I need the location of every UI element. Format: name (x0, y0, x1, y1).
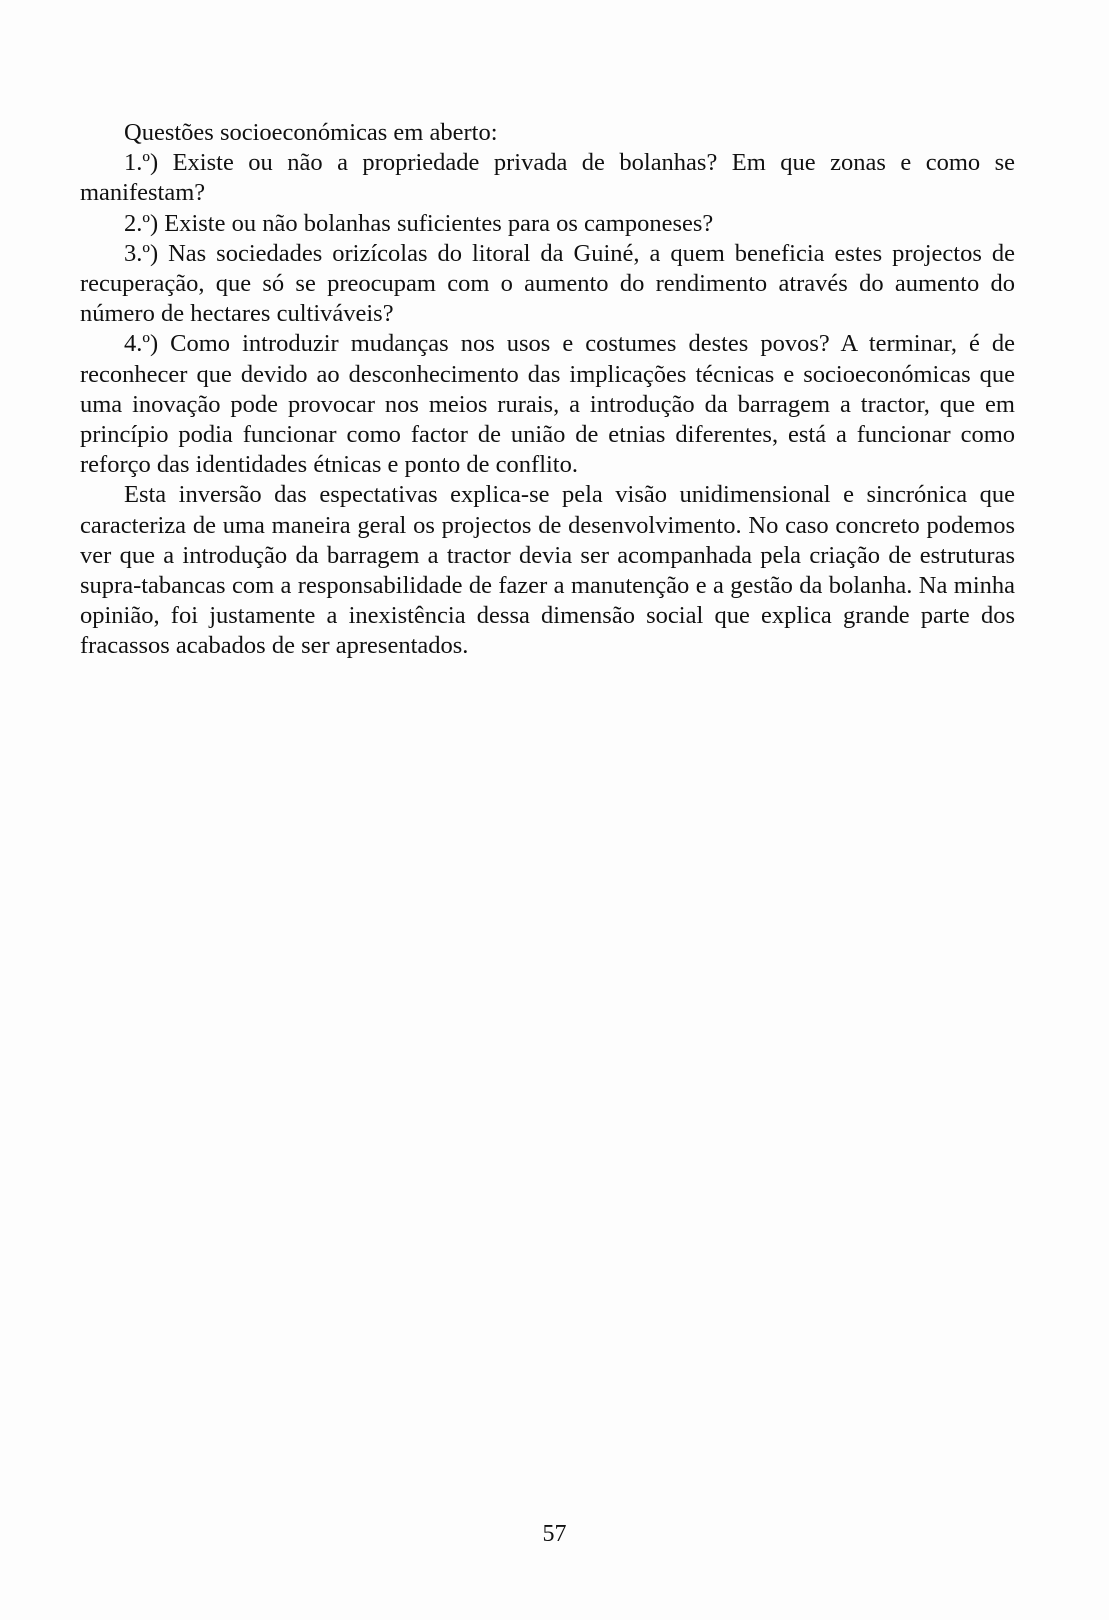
question-3: 3.º) Nas sociedades orizícolas do litoral da Guiné, a quem beneficia estes projectos de recuperação, que só se preocupam com o aumento do rendimento através do aumento do número de hectares cultiváveis? (80, 239, 1015, 328)
conclusion-paragraph: Esta inversão das espectativas explica-se pela visão unidimensional e sincrónica que caracteriza de uma maneira geral os projectos de desenvolvimento. No caso concreto podemos ver que a introdução da barragem a tractor devia ser acompanhada pela criação de estruturas supra-tabancas com a responsabilidade de fazer a manutenção e a gestão da bolanha. Na minha opinião, foi justamente a inexistência dessa dimensão social que explica grande parte dos fracassos acabados de ser apresentados. (80, 481, 1015, 660)
question-2: 2.º) Existe ou não bolanhas suficientes para os camponeses? (124, 209, 714, 237)
question-4: 4.º) Como introduzir mudanças nos usos e costumes destes povos? A terminar, é de reconhecer que devido ao desconhecimento das implicações técnicas e socioeconómicas que uma inovação pode provocar nos meios rurais, a introdução da barragem a tractor, que em princípio podia funcionar como factor de união de etnias diferentes, está a funcionar como reforço das identidades étnicas e ponto de conflito. (80, 330, 1015, 479)
section-heading: Questões socioeconómicas em aberto: (124, 119, 498, 146)
body-text (80, 118, 1015, 662)
page-number: 57 (542, 1521, 567, 1547)
question-1: 1.º) Existe ou não a propriedade privada de bolanhas? Em que zonas e como se manifestam? (80, 149, 1015, 207)
